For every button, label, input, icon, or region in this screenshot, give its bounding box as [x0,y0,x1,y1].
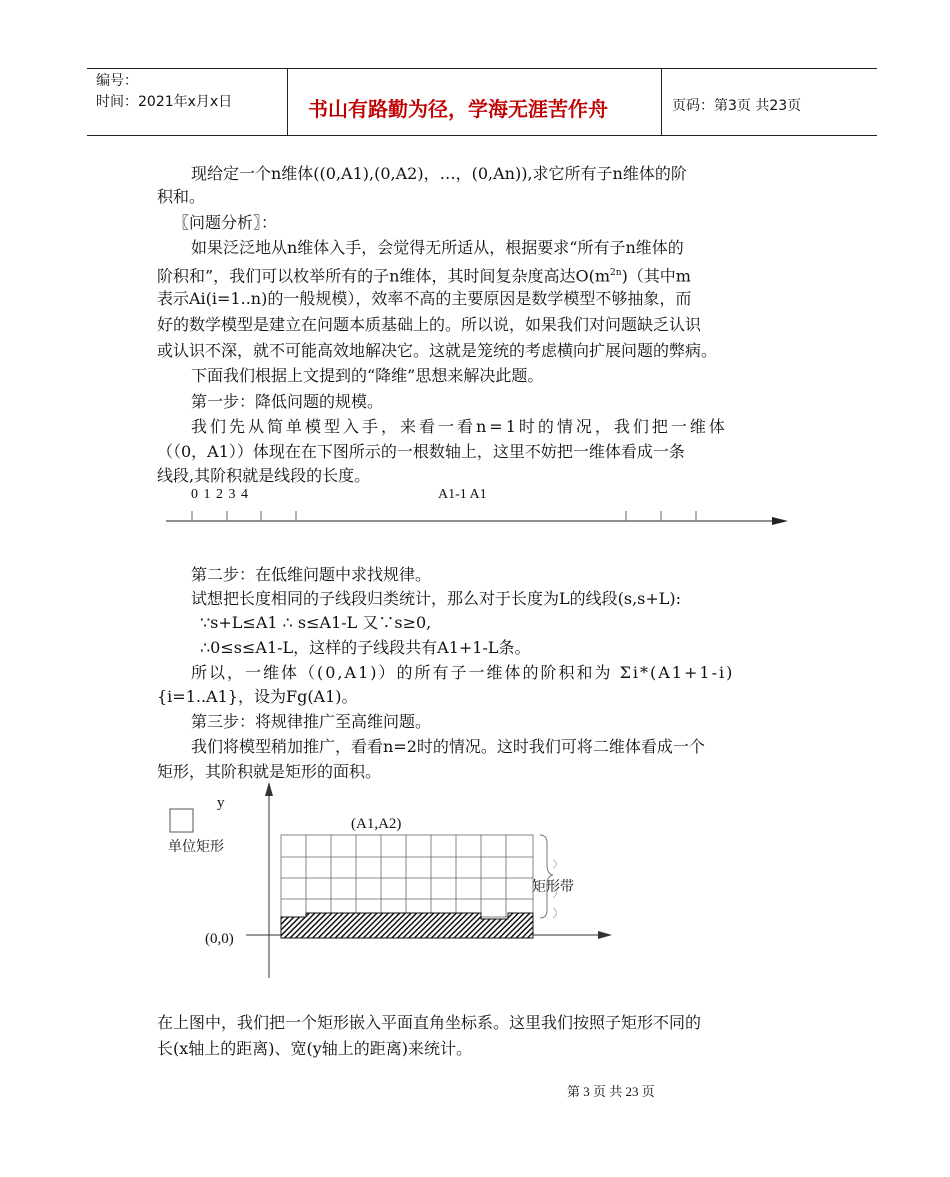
paragraph-4-line-1: 我们先从简单模型入手，来看一看n=1时的情况，我们把一维体 [191,417,728,436]
paragraph-8-line-1: 所以，一维体（(0,A1)）的所有子一维体的阶积和为 Σi*(A1+1-i) [191,663,735,682]
analysis-heading: 〖问题分析〗： [173,213,278,232]
paragraph-10-line-1: 在上图中，我们把一个矩形嵌入平面直角坐标系。这里我们按照子矩形不同的 [157,1013,702,1032]
complexity-exponent: 2n [610,268,622,278]
figure-origin-label: (0,0) [205,931,234,947]
header-number-label: 编号： [96,73,138,89]
paragraph-10-line-2: 长(x轴上的距离)、宽(y轴上的距离)来统计。 [157,1039,473,1058]
paragraph-8-line-2: {i=1..A1}，设为Fg(A1)。 [157,687,358,706]
figure-unit-rect-label: 单位矩形 [168,839,224,855]
header-motto: 书山有路勤为径，学海无涯苦作舟 [308,97,608,121]
number-line-ticks-left: 0 1 2 3 4 [191,487,249,502]
number-line-axis [0,503,950,543]
paragraph-2-line-4: 好的数学模型是建立在问题本质基础上的。所以说，如果我们对问题缺乏认识 [157,315,702,334]
paragraph-1-line-2: 积和。 [157,187,206,206]
paragraph-4-line-3: 线段,其阶积就是线段的长度。 [157,466,371,485]
header-page-info: 页码：第3页 共23页 [672,98,802,114]
paragraph-2-line-2-a: 阶积和”，我们可以枚举所有的子n维体，其时间复杂度高达O(m [157,266,611,286]
figure-y-label: y [217,795,225,811]
number-line-ticks-right: A1-1 A1 [438,487,487,502]
paragraph-4-line-2: （（0，A1））体现在在下图所示的一根数轴上，这里不妨把一维体看成一条 [157,442,685,461]
header-top-rule [87,68,877,69]
step-1-heading: 第一步：降低问题的规模。 [191,392,384,411]
page-footer: 第 3 页 共 23 页 [567,1084,655,1099]
paragraph-7: ∴0≤s≤A1-L，这样的子线段共有A1+1-L条。 [200,638,531,657]
header-bottom-rule [87,135,877,136]
figure-band-label: 矩形带 [532,879,574,895]
paragraph-3: 下面我们根据上文提到的“降维”思想来解决此题。 [191,366,544,385]
step-2-heading: 第二步：在低维问题中求找规律。 [191,565,432,584]
paragraph-2-line-1: 如果泛泛地从n维体入手，会觉得无所适从，根据要求“所有子n维体的 [191,238,684,257]
figure-corner-label: (A1,A2) [351,816,402,832]
paragraph-1-line-1: 现给定一个n维体((0,A1),(0,A2)，…，(0,An)),求它所有子n维体的阶 [191,164,687,183]
paragraph-9-line-1: 我们将模型稍加推广，看看n=2时的情况。这时我们可将二维体看成一个 [191,737,705,756]
step-3-heading: 第三步：将规律推广至高维问题。 [191,712,432,731]
paragraph-6: ∵s+L≤A1 ∴ s≤A1-L 又∵s≥0, [200,613,432,632]
paragraph-5: 试想把长度相同的子线段归类统计，那么对于长度为L的线段(s,s+L): [191,589,682,608]
paragraph-2-line-5: 或认识不深，就不可能高效地解决它。这就是笼统的考虑横向扩展问题的弊病。 [157,341,718,360]
header-divider-1 [287,68,288,136]
rectangle-grid-figure [0,780,950,990]
header-time-label: 时间：2021年x月x日 [96,94,233,110]
paragraph-2-line-3: 表示Ai(i=1..n)的一般规模），效率不高的主要原因是数学模型不够抽象，而 [157,289,692,308]
paragraph-9-line-2: 矩形，其阶积就是矩形的面积。 [157,762,382,781]
paragraph-2-line-2-b: )（其中m [621,266,691,286]
header-divider-2 [661,68,662,136]
paragraph-2-line-2 [157,262,691,287]
